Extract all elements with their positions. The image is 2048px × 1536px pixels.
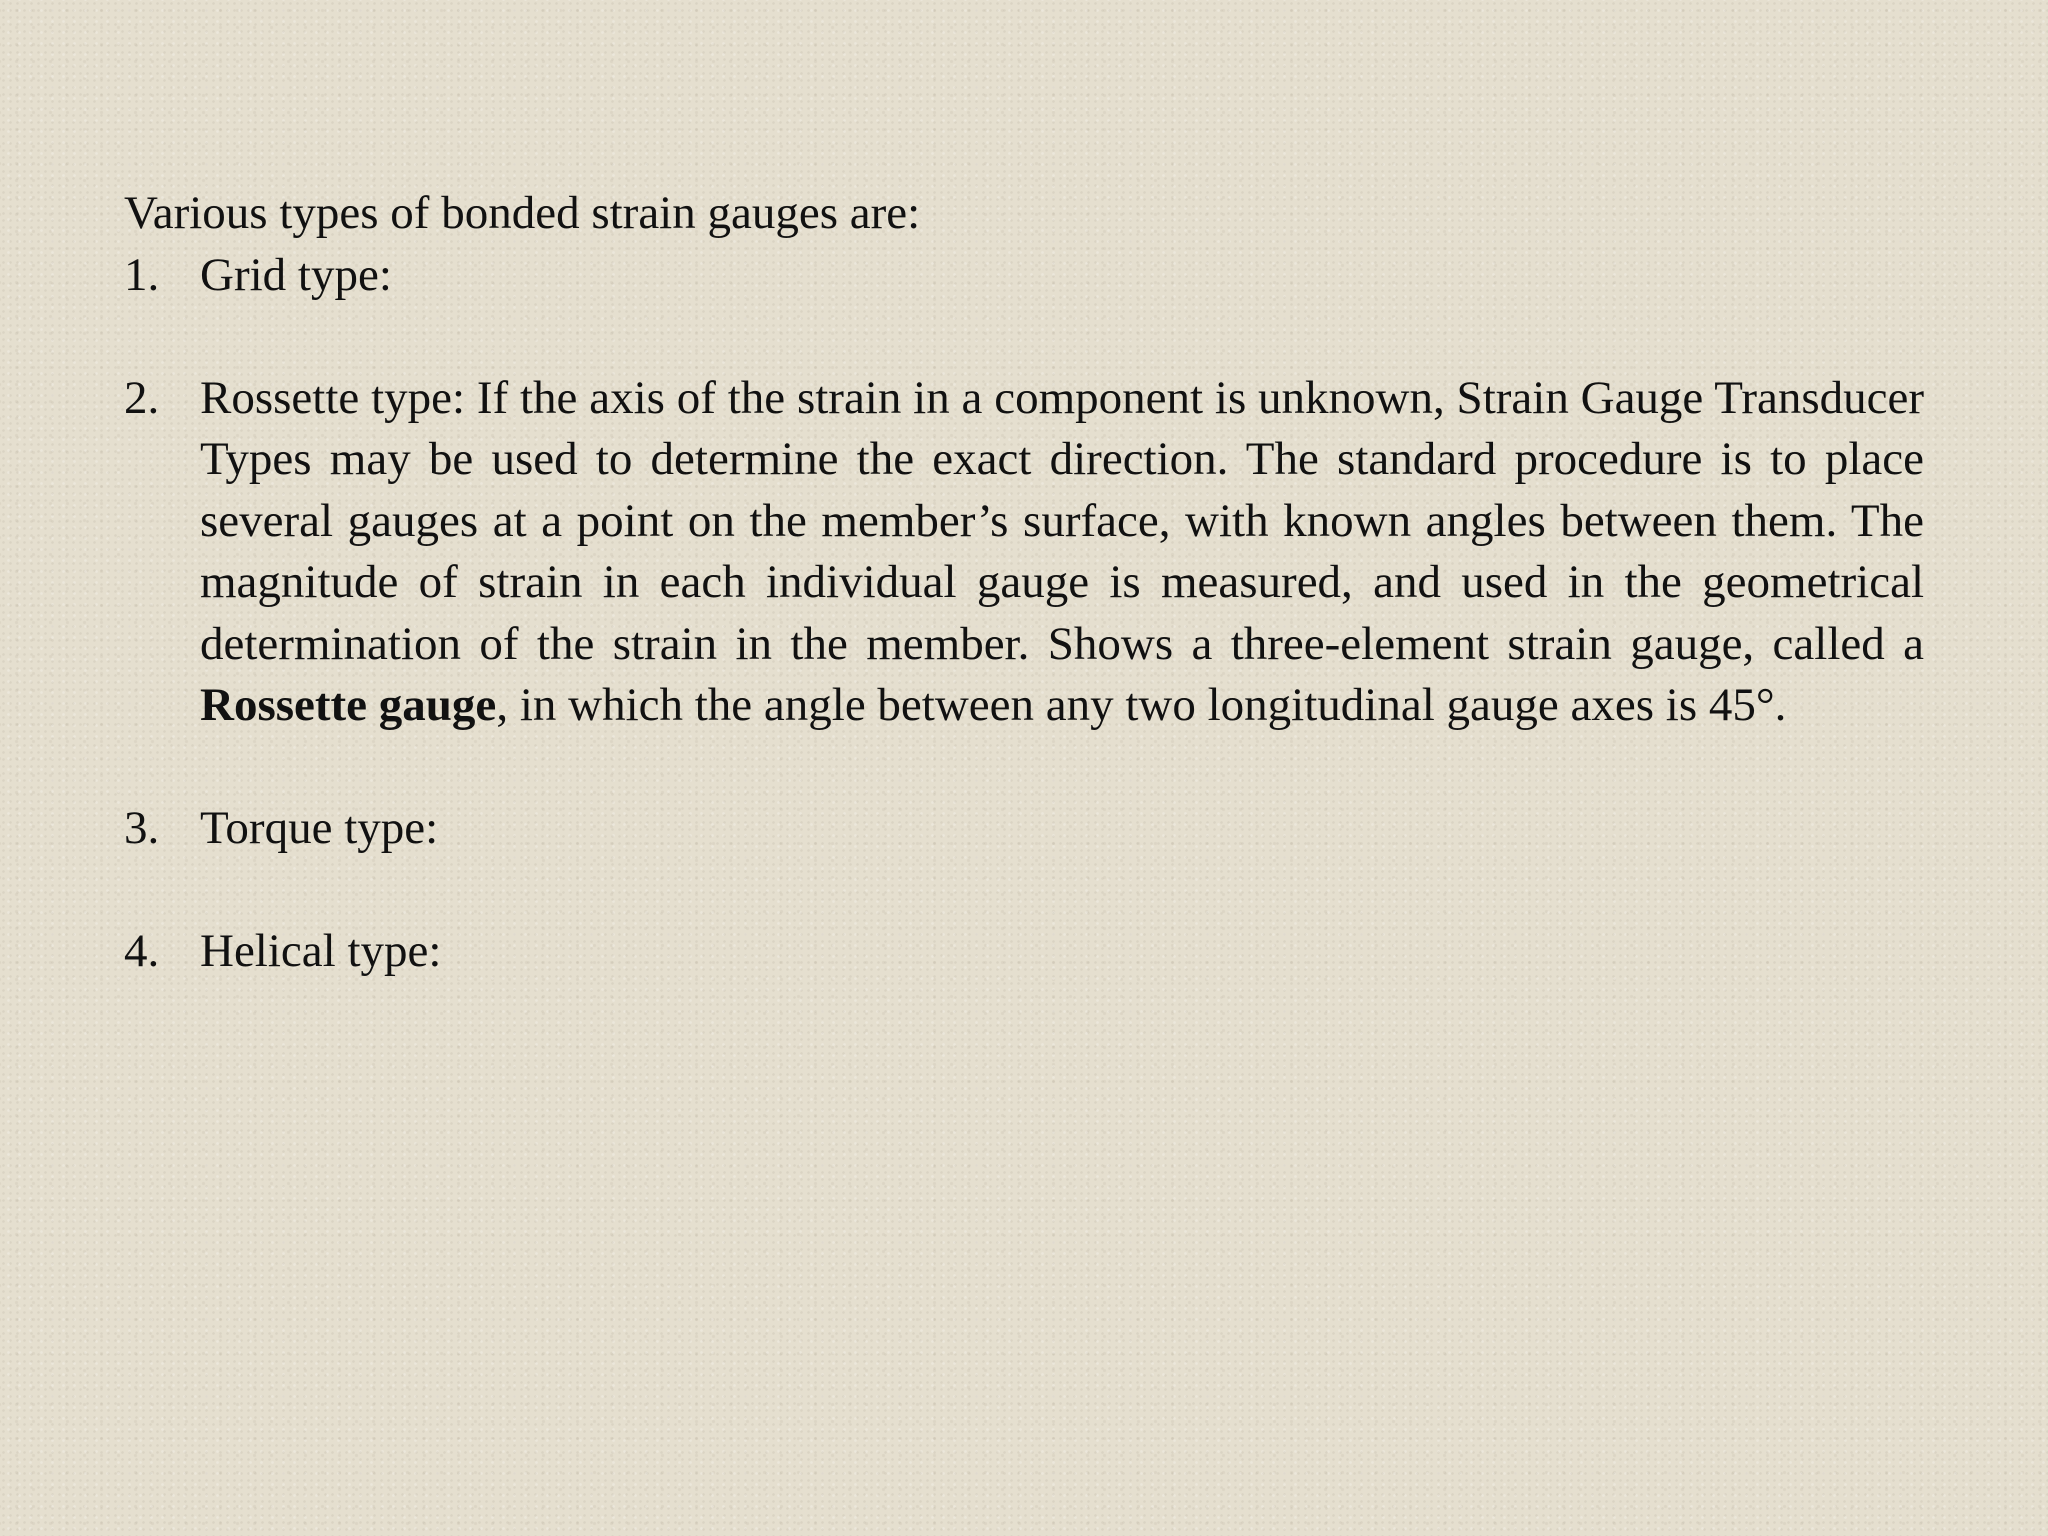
bold-term: Rossette gauge: [200, 679, 497, 731]
list-number: 3.: [124, 802, 160, 854]
list-item-label: Torque type:: [200, 802, 439, 854]
paragraph-text-end: , in which the angle between any two longitudinal gauge axes is 45°.: [496, 679, 1787, 731]
list-item-label: Helical type:: [200, 925, 442, 977]
slide-content: [124, 183, 1924, 983]
list-number: 4.: [124, 925, 160, 977]
list-item-torque-type: [124, 798, 1924, 860]
list-item-label: Grid type:: [200, 248, 392, 301]
list-number: 2.: [124, 371, 160, 424]
spacer: [124, 306, 1924, 368]
list-number: 1.: [124, 248, 160, 301]
list-item-helical-type: [124, 921, 1924, 983]
list-item-paragraph: [200, 368, 1924, 737]
list-item-grid-type: [124, 245, 1924, 307]
spacer: [124, 860, 1924, 922]
spacer: [124, 737, 1924, 799]
list-item-rossette-type: [124, 368, 1924, 737]
paragraph-text-start: Rossette type: If the axis of the strain in a component is unknown, Strain Gauge Transducer Types may be used to determine the exact direction. The standard procedure is to place several gauges at a point on the member’s surface, with known angles between them. The magnitude of strain in each individual gauge is measured, and used in the geometrical determination of the strain in the member. Shows a three-element strain gauge, called a: [200, 371, 1924, 670]
intro-text: Various types of bonded strain gauges are:: [124, 187, 921, 239]
